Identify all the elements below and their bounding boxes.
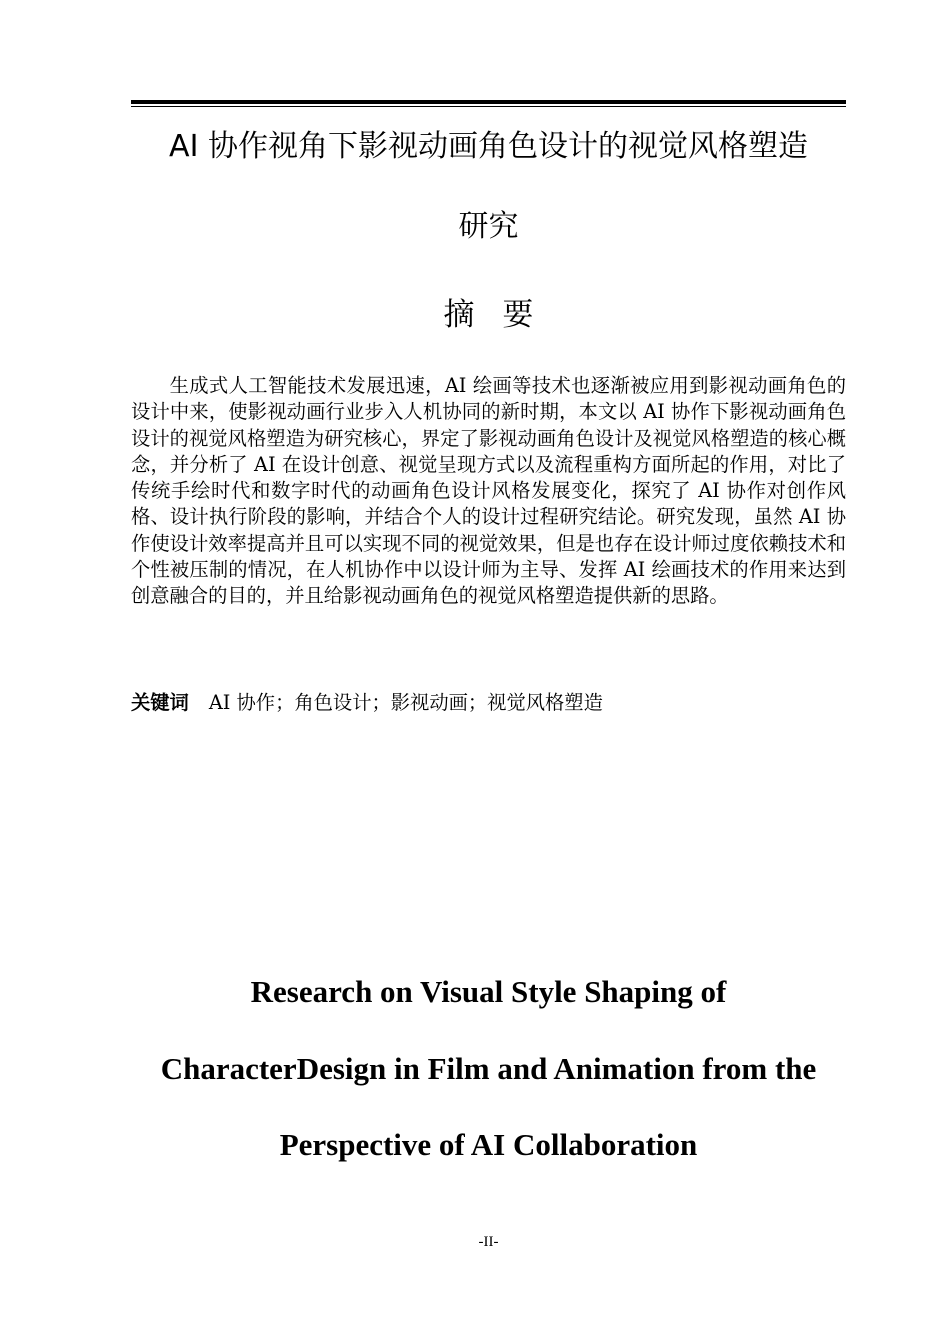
english-title-line-2: CharacterDesign in Film and Animation from the xyxy=(160,1050,817,1086)
chinese-title-line-2: 研究 xyxy=(458,209,519,244)
english-title-line-3: Perspective of AI Collaboration xyxy=(279,1127,698,1162)
abstract-heading: 摘要 xyxy=(443,297,562,333)
english-title xyxy=(131,966,846,1196)
keywords-text: AI 协作；角色设计；影视动画；视觉风格塑造 xyxy=(208,691,603,714)
keywords-label: 关键词 xyxy=(131,691,189,714)
abstract-body: 生成式人工智能技术发展迅速，AI 绘画等技术也逐渐被应用到影视动画角色的设计中来，使影视动画行业步入人机协同的新时期，本文以 AI 协作下影视动画角色设计的视觉风格塑造为研究核心，界定了影视动画角色设计及视觉风格塑造的核心概念，并分析了 AI 在设计创意、视觉呈现方式以及流程重构方面所起的作用，对比了传统手绘时代和数字时代的动画角色设计风格发展变化，探究了 AI 协作对创作风格、设计执行阶段的影响，并结合个人的设计过程研究结论。研究发现，虽然 AI 协作使设计效率提高并且可以实现不同的视觉效果，但是也存在设计师过度依赖技术和个性被压制的情况，在人机协作中以设计师为主导、发挥 AI 绘画技术的作用来达到创意融合的目的，并且给影视动画角色的视觉风格塑造提供新的思路。 xyxy=(131,374,846,608)
header-rule-thick xyxy=(131,100,846,104)
chinese-title-line-1: AI 协作视角下影视动画角色设计的视觉风格塑造 xyxy=(169,129,808,164)
english-title-line-1: Research on Visual Style Shaping of xyxy=(250,974,727,1009)
page-number: -II- xyxy=(478,1234,499,1250)
header-rule-thin xyxy=(131,106,846,107)
keywords-line xyxy=(131,690,846,716)
